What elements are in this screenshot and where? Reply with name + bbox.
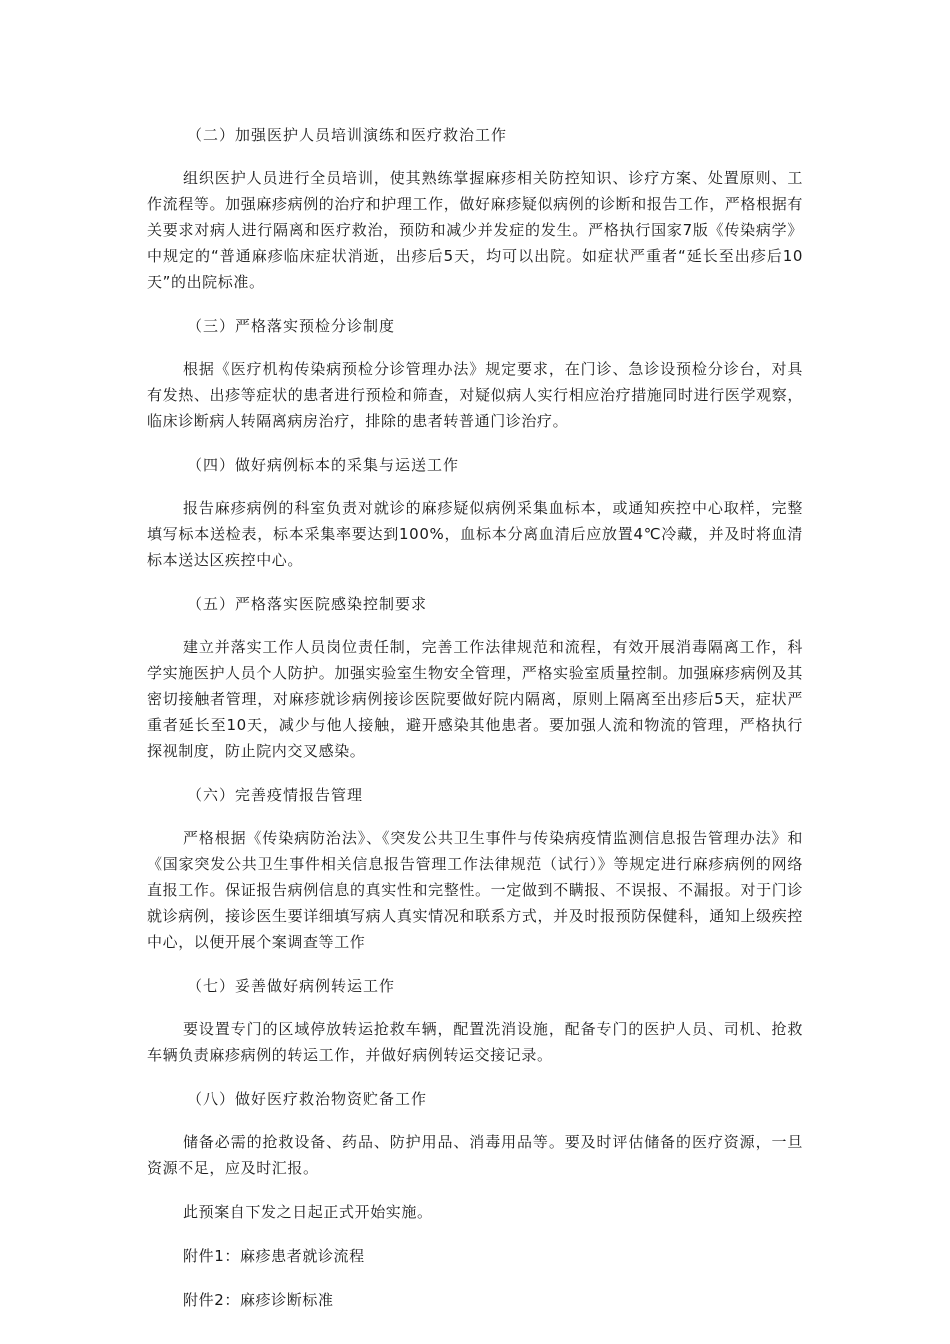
section-paragraph-5: 建立并落实工作人员岗位责任制，完善工作法律规范和流程，有效开展消毒隔离工作，科学实施医护人员个人防护。加强实验室生物安全管理，严格实验室质量控制。加强麻疹病例及其密切接触者管理，对麻疹就诊病例接诊医院要做好院内隔离，原则上隔离至出疹后5天，症状严重者延长至10天，减少与他人接触，避开感染其他患者。要加强人流和物流的管理，严格执行探视制度，防止院内交叉感染。 xyxy=(147,638,803,760)
section-paragraph-7: 要设置专门的区域停放转运抢救车辆，配置洗消设施，配备专门的医护人员、司机、抢救车辆负责麻疹病例的转运工作，并做好病例转运交接记录。 xyxy=(147,1020,803,1064)
document-body xyxy=(147,122,803,1331)
section-heading-2: （二）加强医护人员培训演练和医疗救治工作 xyxy=(187,126,508,144)
closing-statement: 此预案自下发之日起正式开始实施。 xyxy=(183,1203,433,1221)
section-paragraph-3: 根据《医疗机构传染病预检分诊管理办法》规定要求，在门诊、急诊设预检分诊台，对具有发热、出疹等症状的患者进行预检和筛查，对疑似病人实行相应治疗措施同时进行医学观察，临床诊断病人转隔离病房治疗，排除的患者转普通门诊治疗。 xyxy=(147,360,803,430)
section-paragraph-8: 储备必需的抢救设备、药品、防护用品、消毒用品等。要及时评估储备的医疗资源，一旦资源不足，应及时汇报。 xyxy=(147,1133,803,1177)
attachment-2: 附件2：麻疹诊断标准 xyxy=(183,1291,334,1309)
section-heading-6: （六）完善疫情报告管理 xyxy=(187,786,364,804)
section-paragraph-6: 严格根据《传染病防治法》、《突发公共卫生事件与传染病疫情监测信息报告管理办法》和《国家突发公共卫生事件相关信息报告管理工作法律规范（试行）》等规定进行麻疹病例的网络直报工作。保证报告病例信息的真实性和完整性。一定做到不瞒报、不误报、不漏报。对于门诊就诊病例，接诊医生要详细填写病人真实情况和联系方式，并及时报预防保健科，通知上级疾控中心，以便开展个案调查等工作 xyxy=(147,829,803,951)
section-heading-5: （五）严格落实医院感染控制要求 xyxy=(187,595,428,613)
section-heading-4: （四）做好病例标本的采集与运送工作 xyxy=(187,456,460,474)
section-heading-3: （三）严格落实预检分诊制度 xyxy=(187,317,396,335)
attachment-1: 附件1：麻疹患者就诊流程 xyxy=(183,1247,365,1265)
section-heading-8: （八）做好医疗救治物资贮备工作 xyxy=(187,1090,428,1108)
section-paragraph-4: 报告麻疹病例的科室负责对就诊的麻疹疑似病例采集血标本，或通知疾控中心取样，完整填写标本送检表，标本采集率要达到100%，血标本分离血清后应放置4℃冷藏，并及时将血清标本送达区疾控中心。 xyxy=(147,499,803,569)
section-heading-7: （七）妥善做好病例转运工作 xyxy=(187,977,396,995)
section-paragraph-2: 组织医护人员进行全员培训，使其熟练掌握麻疹相关防控知识、诊疗方案、处置原则、工作流程等。加强麻疹病例的治疗和护理工作，做好麻疹疑似病例的诊断和报告工作，严格根据有关要求对病人进行隔离和医疗救治，预防和减少并发症的发生。严格执行国家7版《传染病学》中规定的“普通麻疹临床症状消逝，出疹后5天，均可以出院。如症状严重者“延长至出疹后10天”的出院标准。 xyxy=(147,169,803,291)
